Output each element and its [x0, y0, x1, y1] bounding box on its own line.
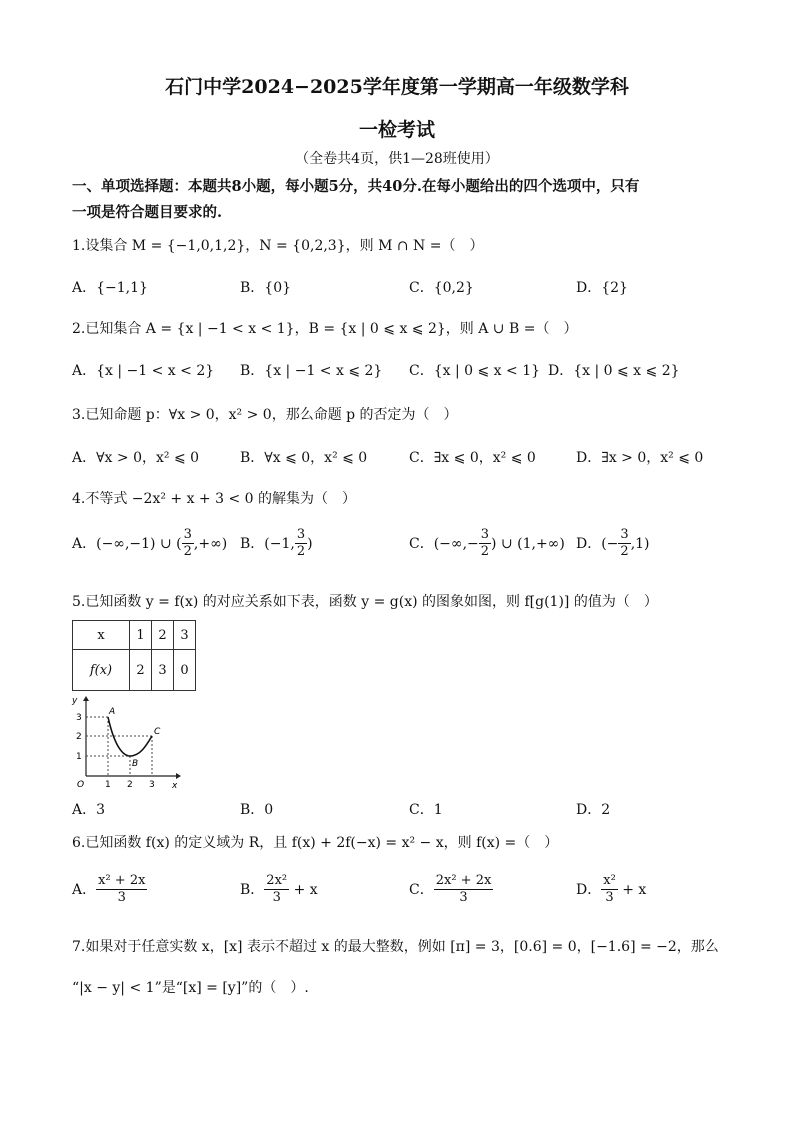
- q5-option-a: A．3: [72, 802, 106, 818]
- q4-c-prefix: C．(−∞,−: [409, 535, 479, 552]
- q4-a-fraction: [182, 527, 194, 561]
- x-axis-label: x: [172, 781, 178, 790]
- question-4-stem: 4.不等式 −2x² + x + 3 < 0 的解集为（ ）: [72, 491, 357, 507]
- q4-option-c: [409, 527, 565, 561]
- table-cell: 0: [174, 650, 196, 691]
- point-b-label: B: [132, 759, 139, 769]
- question-7-line1: 7.如果对于任意实数 x，[x] 表示不超过 x 的最大整数，例如 [π] = 3，[0.6] = 0，[−1.6] = −2，那么: [72, 939, 719, 955]
- table-cell: 2: [130, 650, 152, 691]
- q6-b-fraction: [264, 873, 289, 907]
- q6-option-c: [409, 873, 493, 907]
- question-2-stem: 2.已知集合 A = {x | −1 < x < 1}，B = {x | 0 ⩽ x ⩽ 2}，则 A ∪ B =（ ）: [72, 321, 578, 337]
- q4-d-fraction: [618, 527, 630, 561]
- exam-note: （全卷共4页，供1—28班使用）: [295, 151, 499, 167]
- x-tick-3: 3: [149, 780, 155, 790]
- exam-title: 石门中学2024−2025学年度第一学期高一年级数学科: [165, 76, 629, 98]
- table-cell: 2: [152, 621, 174, 650]
- q4-c-fraction: [479, 527, 491, 561]
- function-graph: [70, 694, 182, 790]
- q2-option-b: B．{x | −1 < x ⩽ 2}: [240, 363, 383, 379]
- q4-b-numerator: 3: [295, 527, 307, 544]
- q6-a-label: A．: [72, 881, 97, 898]
- q4-d-numerator: 3: [618, 527, 630, 544]
- y-tick-2: 2: [76, 732, 82, 742]
- q5-option-c: C．1: [409, 802, 443, 818]
- q6-d-label: D．: [576, 881, 602, 898]
- q6-a-denominator: 3: [117, 890, 126, 906]
- q4-c-denominator: 2: [480, 544, 490, 560]
- question-6-stem: 6.已知函数 f(x) 的定义域为 R，且 f(x) + 2f(−x) = x² − x，则 f(x) =（ ）: [72, 835, 559, 851]
- q4-option-a: [72, 527, 227, 561]
- exam-subtitle: 一检考试: [358, 119, 435, 141]
- q4-option-d: [576, 527, 650, 561]
- q6-d-denominator: 3: [605, 890, 614, 906]
- q4-c-numerator: 3: [479, 527, 491, 544]
- table-row: [73, 621, 196, 650]
- q4-a-suffix: ,+∞): [193, 535, 228, 552]
- q1-option-d: D．{2}: [576, 280, 628, 296]
- question-7-line2: “|x − y| < 1”是“[x] = [y]”的（ ）.: [72, 980, 309, 996]
- q6-c-label: C．: [409, 881, 434, 898]
- q3-option-a: A．∀x > 0，x² ⩽ 0: [72, 450, 200, 466]
- q3-option-d: D．∃x > 0，x² ⩽ 0: [576, 450, 704, 466]
- q3-option-b: B．∀x ⩽ 0，x² ⩽ 0: [240, 450, 368, 466]
- q3-option-c: C．∃x ⩽ 0，x² ⩽ 0: [409, 450, 536, 466]
- q6-c-numerator: 2x² + 2x: [434, 873, 494, 890]
- table-cell: x: [73, 621, 130, 650]
- y-axis-arrow: [83, 696, 89, 701]
- q4-a-numerator: 3: [182, 527, 194, 544]
- q4-b-prefix: B．(−1,: [240, 535, 295, 552]
- q6-a-fraction: [96, 873, 147, 907]
- question-5-stem: 5.已知函数 y = f(x) 的对应关系如下表，函数 y = g(x) 的图象如图，则 f[g(1)] 的值为（ ）: [72, 594, 658, 610]
- q4-b-denominator: 2: [296, 544, 306, 560]
- q2-option-a: A．{x | −1 < x < 2}: [72, 363, 215, 379]
- q6-c-fraction: [434, 873, 494, 907]
- q6-c-denominator: 3: [459, 890, 468, 906]
- x-axis-arrow: [176, 773, 181, 779]
- q4-a-prefix: A．(−∞,−1) ∪ (: [72, 535, 182, 552]
- table-cell: 1: [130, 621, 152, 650]
- q4-option-b: [240, 527, 313, 561]
- question-3-stem: 3.已知命题 p：∀x > 0，x² > 0，那么命题 p 的否定为（ ）: [72, 407, 458, 423]
- q5-option-d: D．2: [576, 802, 611, 818]
- table-row: [73, 650, 196, 691]
- q6-b-suffix: + x: [289, 881, 318, 898]
- q4-a-denominator: 2: [183, 544, 192, 560]
- question-1-stem: 1.设集合 M = {−1,0,1,2}，N = {0,2,3}，则 M ∩ N =（ ）: [72, 238, 484, 254]
- q2-option-d: D．{x | 0 ⩽ x ⩽ 2}: [548, 363, 680, 379]
- point-c-label: C: [154, 727, 161, 737]
- q5-option-b: B．0: [240, 802, 274, 818]
- section-heading-line1: 一、单项选择题：本题共8小题，每小题5分，共40分.在每小题给出的四个选项中，只有: [72, 178, 640, 195]
- q4-c-suffix: ) ∪ (1,+∞): [491, 535, 565, 552]
- q6-a-numerator: x² + 2x: [96, 873, 147, 890]
- y-axis-label: y: [72, 696, 78, 706]
- table-cell: f(x): [73, 650, 130, 691]
- q6-b-label: B．: [240, 881, 265, 898]
- y-tick-3: 3: [76, 713, 82, 723]
- q6-b-denominator: 3: [272, 890, 281, 906]
- x-tick-2: 2: [127, 780, 133, 790]
- q6-option-b: [240, 873, 318, 907]
- q4-b-fraction: [295, 527, 307, 561]
- q1-option-c: C．{0,2}: [409, 280, 474, 296]
- q4-d-suffix: ,1): [630, 535, 650, 552]
- q6-b-numerator: 2x²: [264, 873, 289, 890]
- q4-d-prefix: D．(−: [576, 535, 619, 552]
- table-cell: 3: [174, 621, 196, 650]
- section-heading-line2: 一项是符合题目要求的.: [72, 204, 223, 221]
- q6-option-d: [576, 873, 646, 907]
- point-a-label: A: [109, 707, 116, 717]
- q2-option-c: C．{x | 0 ⩽ x < 1}: [409, 363, 541, 379]
- x-tick-1: 1: [105, 780, 111, 790]
- function-table: [72, 620, 196, 691]
- q6-d-numerator: x²: [601, 873, 618, 890]
- origin-label: O: [77, 780, 85, 790]
- q6-option-a: [72, 873, 147, 907]
- q4-d-denominator: 2: [620, 544, 629, 560]
- table-cell: 3: [152, 650, 174, 691]
- q4-b-suffix: ): [307, 535, 313, 552]
- q6-d-fraction: [601, 873, 618, 907]
- q6-d-suffix: + x: [617, 881, 647, 898]
- q1-option-a: A．{−1,1}: [72, 280, 148, 296]
- y-tick-1: 1: [76, 752, 82, 762]
- q1-option-b: B．{0}: [240, 280, 292, 296]
